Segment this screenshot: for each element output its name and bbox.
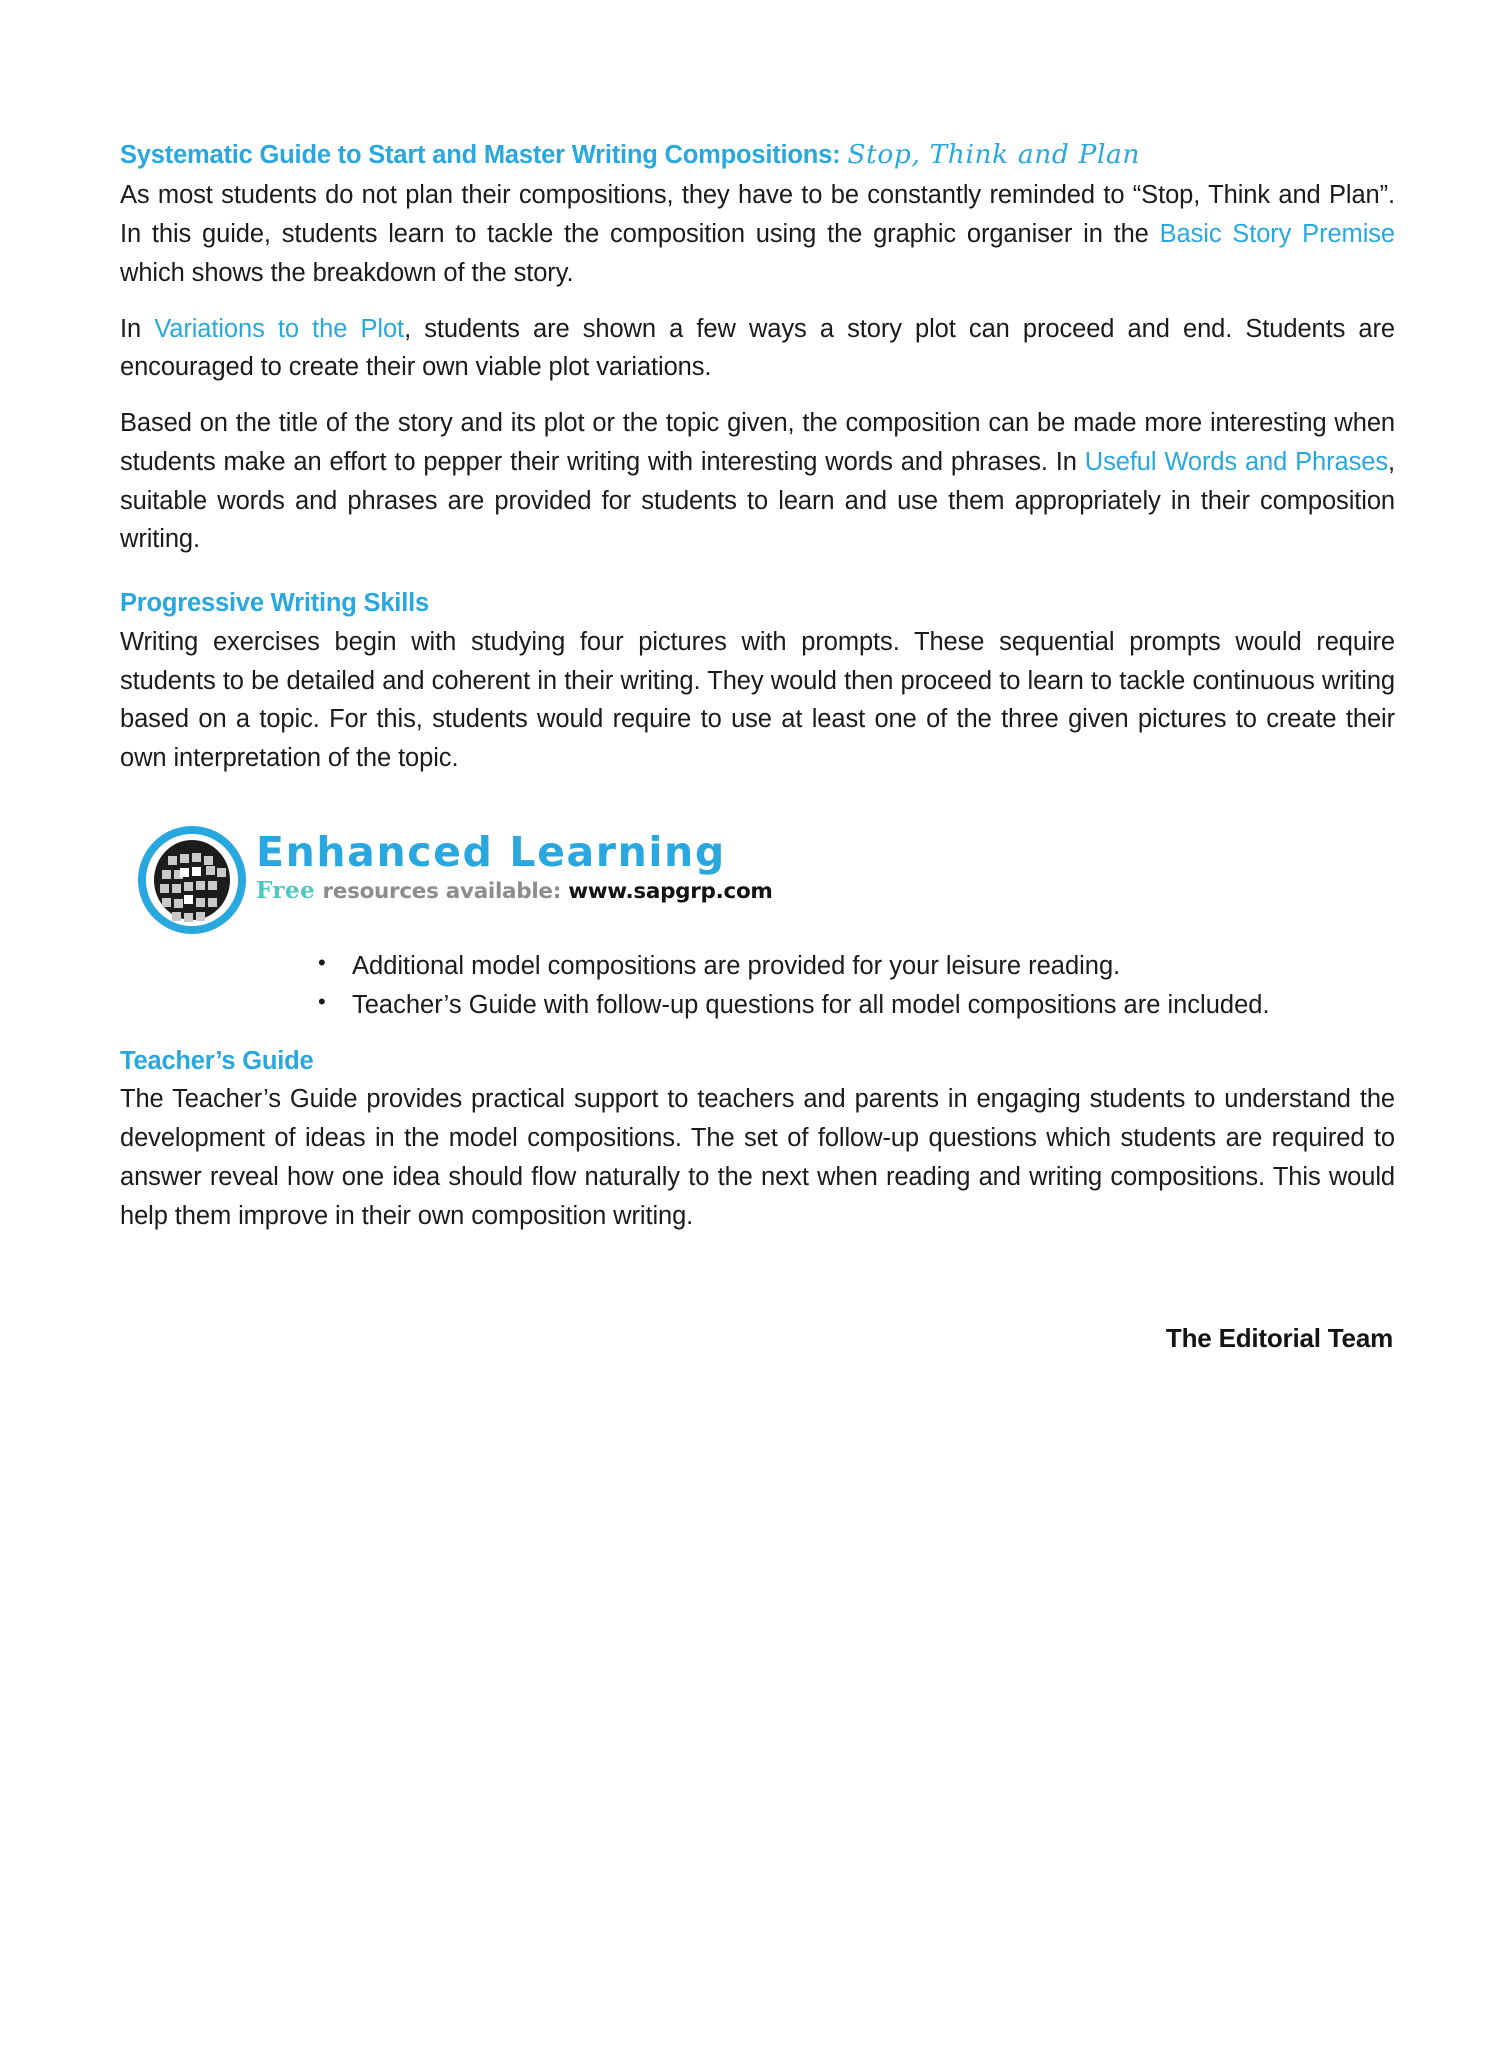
enhanced-learning-title: Enhanced Learning (256, 827, 726, 876)
enhanced-learning-bullet-list (120, 948, 1395, 1024)
section-heading-teachers-guide: Teacher’s Guide (120, 1046, 314, 1075)
resources-available-label: resources available: (315, 878, 569, 904)
spacer (120, 1026, 1395, 1046)
list-item: • Teacher’s Guide with follow-up questions for all model compositions are included. (290, 987, 1395, 1024)
list-item: • Additional model compositions are provided for your leisure reading. (290, 948, 1395, 985)
page-content (120, 140, 1395, 1354)
text-run: , students are shown a few ways a story plot can proceed and end. Students are encouraged to create their own viable plot variations. (120, 314, 1395, 382)
enhanced-learning-subtitle (256, 876, 773, 904)
inline-link-basic-story-premise[interactable]: Basic Story Premise (1159, 220, 1395, 249)
text-run: , suitable words and phrases are provided for students to learn and use them appropriately in their composition writing. (120, 447, 1395, 554)
paragraph-teachers-guide: The Teacher’s Guide provides practical support to teachers and parents in engaging students to understand the development of ideas in the model compositions. The set of follow-up questions which students are required to answer reveal how one idea should flow naturally to the next when reading and writing compositions. This would help them improve in their own composition writing. (120, 1085, 1395, 1230)
paragraph-useful-words-phrases (120, 404, 1395, 559)
website-url[interactable]: www.sapgrp.com (568, 878, 773, 904)
text-run: As most students do not plan their compositions, they have to be constantly reminded to “Stop, Think and Plan”. In this guide, students learn to tackle the composition using the graphic organiser in the (120, 181, 1395, 249)
paragraph-variations-to-plot (120, 310, 1395, 388)
paragraph-progressive-writing-skills: Writing exercises begin with studying four pictures with prompts. These sequential prompts would require students to be detailed and coherent in their writing. They would then proceed to learn to tackle continuous writing based on a topic. For this, students would require to use at least one of the three given pictures to create their own interpretation of the topic. (120, 627, 1395, 773)
film-reel-circle-icon (138, 826, 246, 934)
free-label: Free (256, 876, 316, 904)
spacer (120, 576, 1395, 588)
enhanced-learning-text (256, 824, 773, 903)
editorial-team-signature: The Editorial Team (1165, 1323, 1393, 1354)
enhanced-learning-block (120, 824, 1395, 934)
section-heading-systematic-guide (120, 140, 1395, 170)
text-run: Based on the title of the story and its plot or the topic given, the composition can be made more interesting when students make an effort to pepper their writing with interesting words and phrases. In (120, 409, 1395, 476)
section-heading-italic-text: Stop, Think and Plan (847, 139, 1141, 170)
inline-link-variations-to-the-plot[interactable]: Variations to the Plot (154, 314, 405, 343)
text-run: which shows the breakdown of the story. (120, 258, 574, 287)
section-heading-main-text: Systematic Guide to Start and Master Writing Compositions: (120, 141, 848, 169)
section-heading-progressive-writing-skills: Progressive Writing Skills (120, 589, 429, 618)
text-run: In (120, 314, 155, 343)
paragraph-guide-intro (120, 176, 1395, 292)
inline-link-useful-words-and-phrases[interactable]: Useful Words and Phrases (1084, 447, 1388, 476)
